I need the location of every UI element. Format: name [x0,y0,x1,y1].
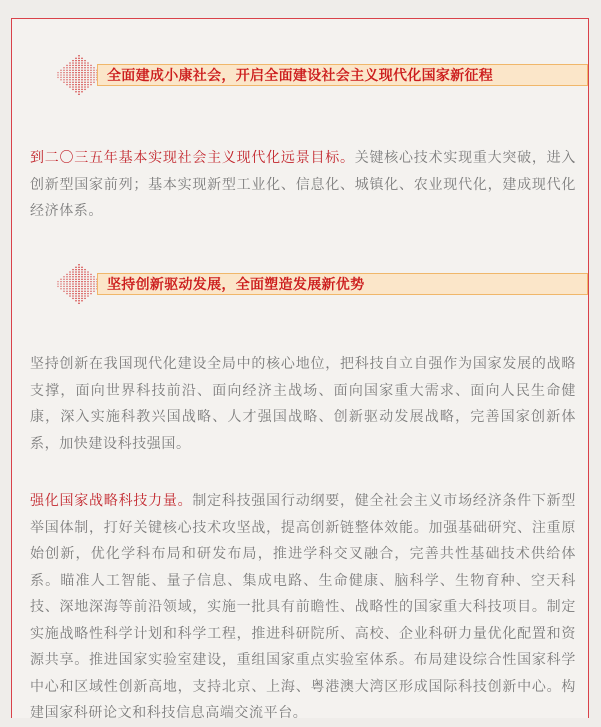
paragraph [30,145,576,225]
section-banner-1 [55,55,590,95]
paragraph-body: 制定科技强国行动纲要，健全社会主义市场经济条件下新型举国体制，打好关键核心技术攻坚战，提高创新链整体效能。加强基础研究、注重原始创新，优化学科布局和研发布局，推进学科交叉融合，完善共性基础技术供给体系。瞄准人工智能、量子信息、集成电路、生命健康、脑科学、生物育种、空天科技、深地深海等前沿领域，实施一批具有前瞻性、战略性的国家重大科技项目。制定实施战略性科学计划和科学工程，推进科研院所、高校、企业科研力量优化配置和资源共享。推进国家实验室建设，重组国家重点实验室体系。布局建设综合性国家科学中心和区域性创新高地，支持北京、上海、粤港澳大湾区形成国际科技创新中心。构建国家科研论文和科技信息高端交流平台。 [30,493,576,721]
paragraph-lead: 强化国家战略科技力量。 [30,493,193,509]
paragraph [30,488,576,727]
paragraph-body: 关键核心技术实现重大突破，进入创新型国家前列；基本实现新型工业化、信息化、城镇化、农业现代化，建成现代化经济体系。 [30,150,577,219]
section-title: 全面建成小康社会，开启全面建设社会主义现代化国家新征程 [107,68,494,84]
paragraph-body: 坚持创新在我国现代化建设全局中的核心地位，把科技自立自强作为国家发展的战略支撑，面向世界科技前沿、面向经济主战场、面向国家重大需求、面向人民生命健康，深入实施科教兴国战略、人才强国战略、创新驱动发展战略，完善国家创新体系，加快建设科技强国。 [30,356,576,452]
paragraph [30,351,576,457]
paragraph-lead: 到二〇三五年基本实现社会主义现代化远景目标。 [30,150,355,166]
section-banner-2 [55,264,590,304]
section-title: 坚持创新驱动发展，全面塑造发展新优势 [107,277,365,293]
